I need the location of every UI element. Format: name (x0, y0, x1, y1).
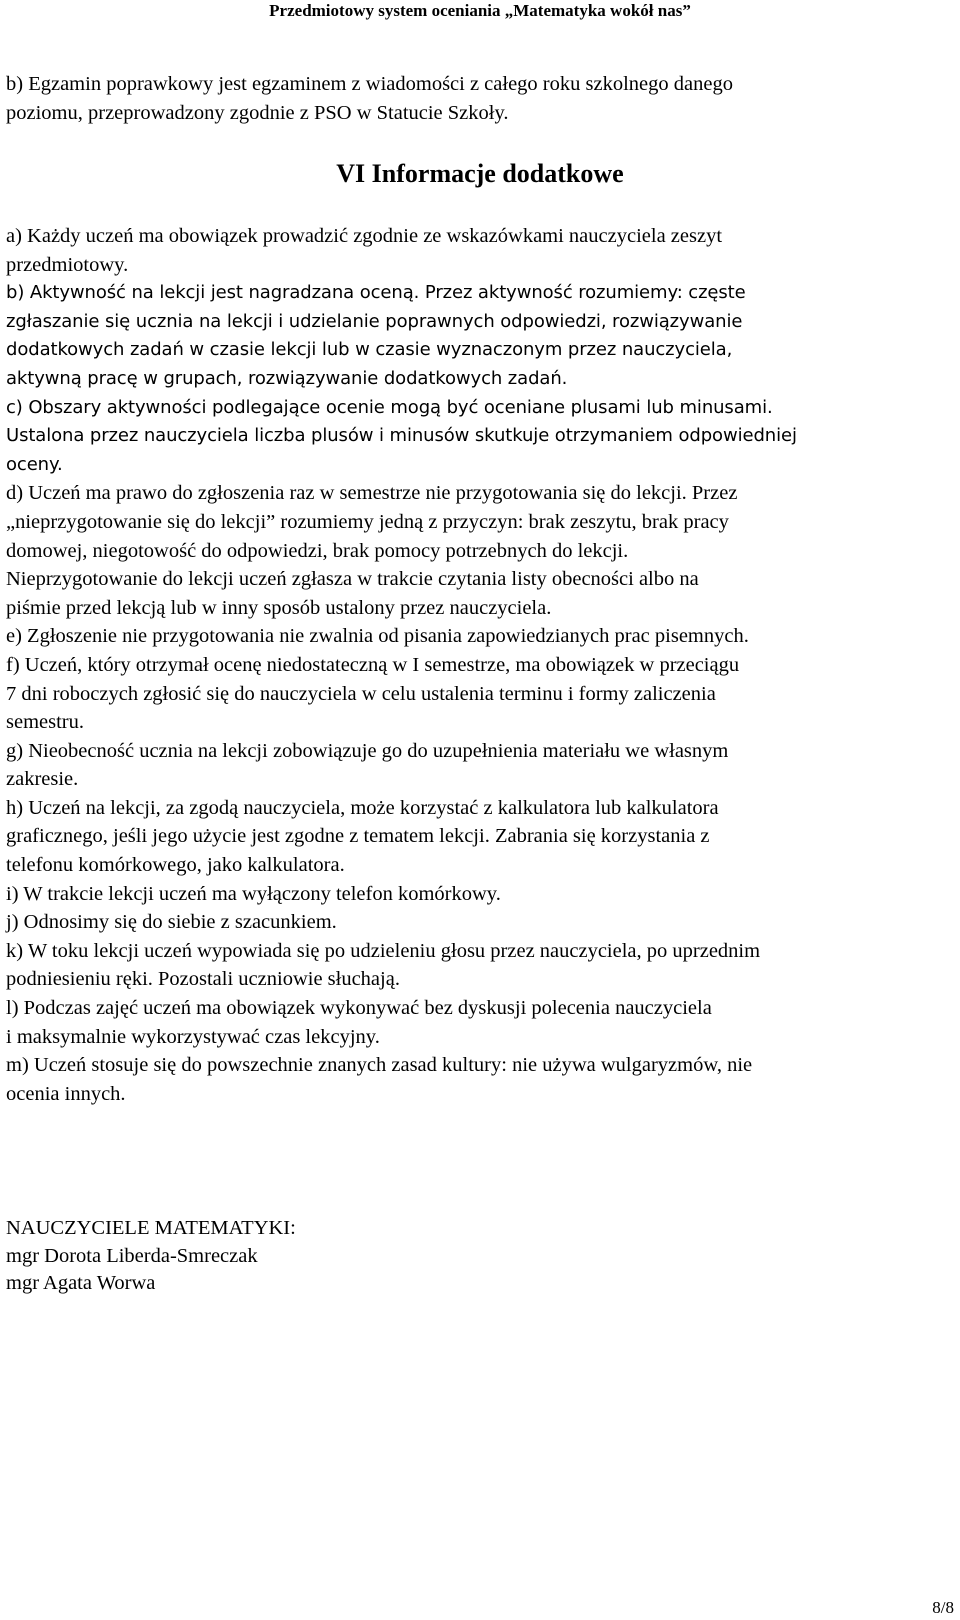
text-line: f) Uczeń, który otrzymał ocenę niedostateczną w I semestrze, ma obowiązek w przeciągu (6, 653, 740, 676)
text-line: Nieprzygotowanie do lekcji uczeń zgłasza w trakcie czytania listy obecności albo na (6, 568, 699, 591)
text-line: g) Nieobecność ucznia na lekcji zobowiązuje go do uzupełnienia materiału we własnym (6, 739, 729, 762)
text-line: graficznego, jeśli jego użycie jest zgodne z tematem lekcji. Zabrania się korzystania z (6, 825, 710, 848)
text-line: zakresie. (6, 768, 79, 791)
text-line: Ustalona przez nauczyciela liczba plusów i minusów skutkuje otrzymaniem odpowiedniej (6, 425, 797, 447)
text-line: domowej, niegotowość do odpowiedzi, brak pomocy potrzebnych do lekcji. (6, 539, 629, 562)
text-line: ocenia innych. (6, 1082, 126, 1105)
text-line (6, 279, 946, 308)
section-heading: VI Informacje dodatkowe (336, 159, 624, 188)
text-line: przedmiotowy. (6, 253, 129, 276)
text-line: i) W trakcie lekcji uczeń ma wyłączony telefon komórkowy. (6, 882, 501, 905)
text-line: aktywną pracę w grupach, rozwiązywanie dodatkowych zadań. (6, 367, 568, 389)
text-line: i maksymalnie wykorzystywać czas lekcyjny. (6, 1025, 380, 1048)
section-body (6, 222, 946, 1108)
text-line: zgłaszanie się ucznia na lekcji i udzielanie poprawnych odpowiedzi, rozwiązywanie (6, 310, 743, 332)
text-line: c) Obszary aktywności podlegające ocenie mogą być oceniane plusami lub minusami. (6, 396, 773, 418)
text-line: e) Zgłoszenie nie przygotowania nie zwalnia od pisania zapowiedzianych prac pisemnych. (6, 625, 749, 648)
text-line: poziomu, przeprowadzony zgodnie z PSO w Statucie Szkoły. (6, 101, 509, 124)
text-segment: Przez aktywność rozumiemy: częste (419, 282, 746, 304)
page-number: 8/8 (932, 1598, 954, 1617)
text-line: b) Egzamin poprawkowy jest egzaminem z wiadomości z całego roku szkolnego danego (6, 73, 733, 95)
teacher-name: mgr Dorota Liberda-Smreczak (6, 1244, 258, 1267)
text-line: piśmie przed lekcją lub w inny sposób ustalony przez nauczyciela. (6, 596, 552, 619)
text-line: j) Odnosimy się do siebie z szacunkiem. (6, 911, 337, 934)
text-line: dodatkowych zadań w czasie lekcji lub w czasie wyznaczonym przez nauczyciela, (6, 339, 733, 361)
text-line: „nieprzygotowanie się do lekcji” rozumiemy jedną z przyczyn: brak zeszytu, brak pracy (6, 510, 729, 533)
page-header: Przedmiotowy system oceniania „Matematyka wokół nas” (269, 1, 691, 20)
text-line: k) W toku lekcji uczeń wypowiada się po udzieleniu głosu przez nauczyciela, po uprzednim (6, 939, 761, 962)
text-line: h) Uczeń na lekcji, za zgodą nauczyciela, może korzystać z kalkulatora lub kalkulatora (6, 796, 719, 819)
text-segment: b) Aktywność na lekcji jest nagradzana oceną. (6, 282, 420, 304)
text-line: a) Każdy uczeń ma obowiązek prowadzić zgodnie ze wskazówkami nauczyciela zeszyt (6, 225, 723, 247)
text-line: semestru. (6, 711, 84, 734)
intro-paragraph (6, 70, 946, 127)
text-line: 7 dni roboczych zgłosić się do nauczyciela w celu ustalenia terminu i formy zaliczenia (6, 682, 716, 705)
text-line: telefonu komórkowego, jako kalkulatora. (6, 854, 345, 877)
signature-block (6, 1215, 296, 1298)
text-line: l) Podczas zajęć uczeń ma obowiązek wykonywać bez dyskusji polecenia nauczyciela (6, 997, 712, 1020)
text-line: m) Uczeń stosuje się do powszechnie znanych zasad kultury: nie używa wulgaryzmów, nie (6, 1054, 753, 1077)
text-line: d) Uczeń ma prawo do zgłoszenia raz w semestrze nie przygotowania się do lekcji. Przez (6, 482, 738, 505)
signature-heading: NAUCZYCIELE MATEMATYKI: (6, 1217, 296, 1239)
teacher-name: mgr Agata Worwa (6, 1272, 156, 1295)
text-line: podniesieniu ręki. Pozostali uczniowie słuchają. (6, 968, 400, 991)
text-line: oceny. (6, 453, 63, 475)
